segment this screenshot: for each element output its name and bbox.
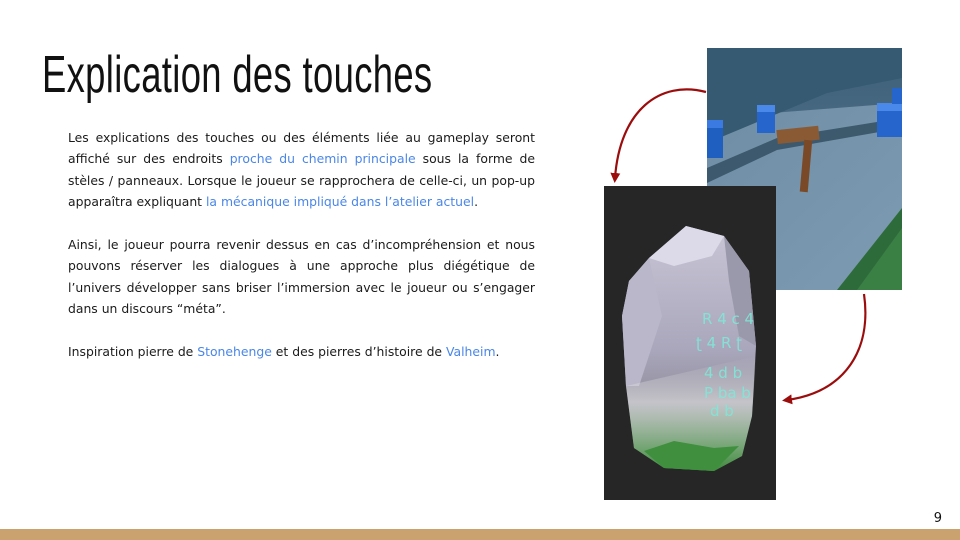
stone-stele-screenshot (604, 186, 776, 500)
rune-line-4: P ba b (704, 384, 751, 402)
rune-line-1: R 4 c 4 (702, 310, 755, 328)
rune-line-3: 4 d b (704, 364, 743, 382)
link-stonehenge[interactable]: Stonehenge (197, 344, 272, 360)
rune-line-2: ʈ 4 R ʈ (696, 334, 743, 352)
page-number: 9 (933, 511, 942, 526)
paragraph-2: Ainsi, le joueur pourra revenir dessus en cas d’incompréhension et nous pouvons réserver les dialogues à une approche plus diégétique de l’univers développer sans briser l’immersion avec le joueur ou s’engager dans un discours “méta”. (68, 237, 535, 317)
link-chemin-principale[interactable]: proche du chemin principale (229, 151, 416, 167)
paragraph-1-text-c: . (474, 194, 479, 210)
arrow-from-scene (787, 294, 865, 400)
paragraph-3 (68, 341, 535, 362)
link-valheim[interactable]: Valheim (446, 344, 496, 360)
paragraph-1-text-b: sous la forme de stèles / panneaux. Lorsque le joueur se rapprochera de celle-ci, un pop-up apparaîtra expliquant (68, 151, 535, 210)
stone-stele-image (604, 186, 776, 500)
link-mecanique-atelier[interactable]: la mécanique impliqué dans l’atelier actuel (205, 194, 475, 210)
page-title: Explication des touches (42, 46, 433, 104)
paragraph-1 (68, 127, 535, 213)
paragraph-1-text-a: Les explications des touches ou des éléments liée au gameplay seront affiché sur des endroits (68, 130, 535, 167)
footer-bar (0, 529, 960, 540)
rune-line-5: d b (710, 402, 734, 420)
paragraph-3-text-b: et des pierres d’histoire de (271, 344, 446, 360)
arrow-to-stone (615, 89, 706, 178)
paragraph-3-text-c: . (495, 344, 500, 360)
paragraph-3-text-a: Inspiration pierre de (68, 344, 198, 360)
body-text (68, 127, 535, 384)
